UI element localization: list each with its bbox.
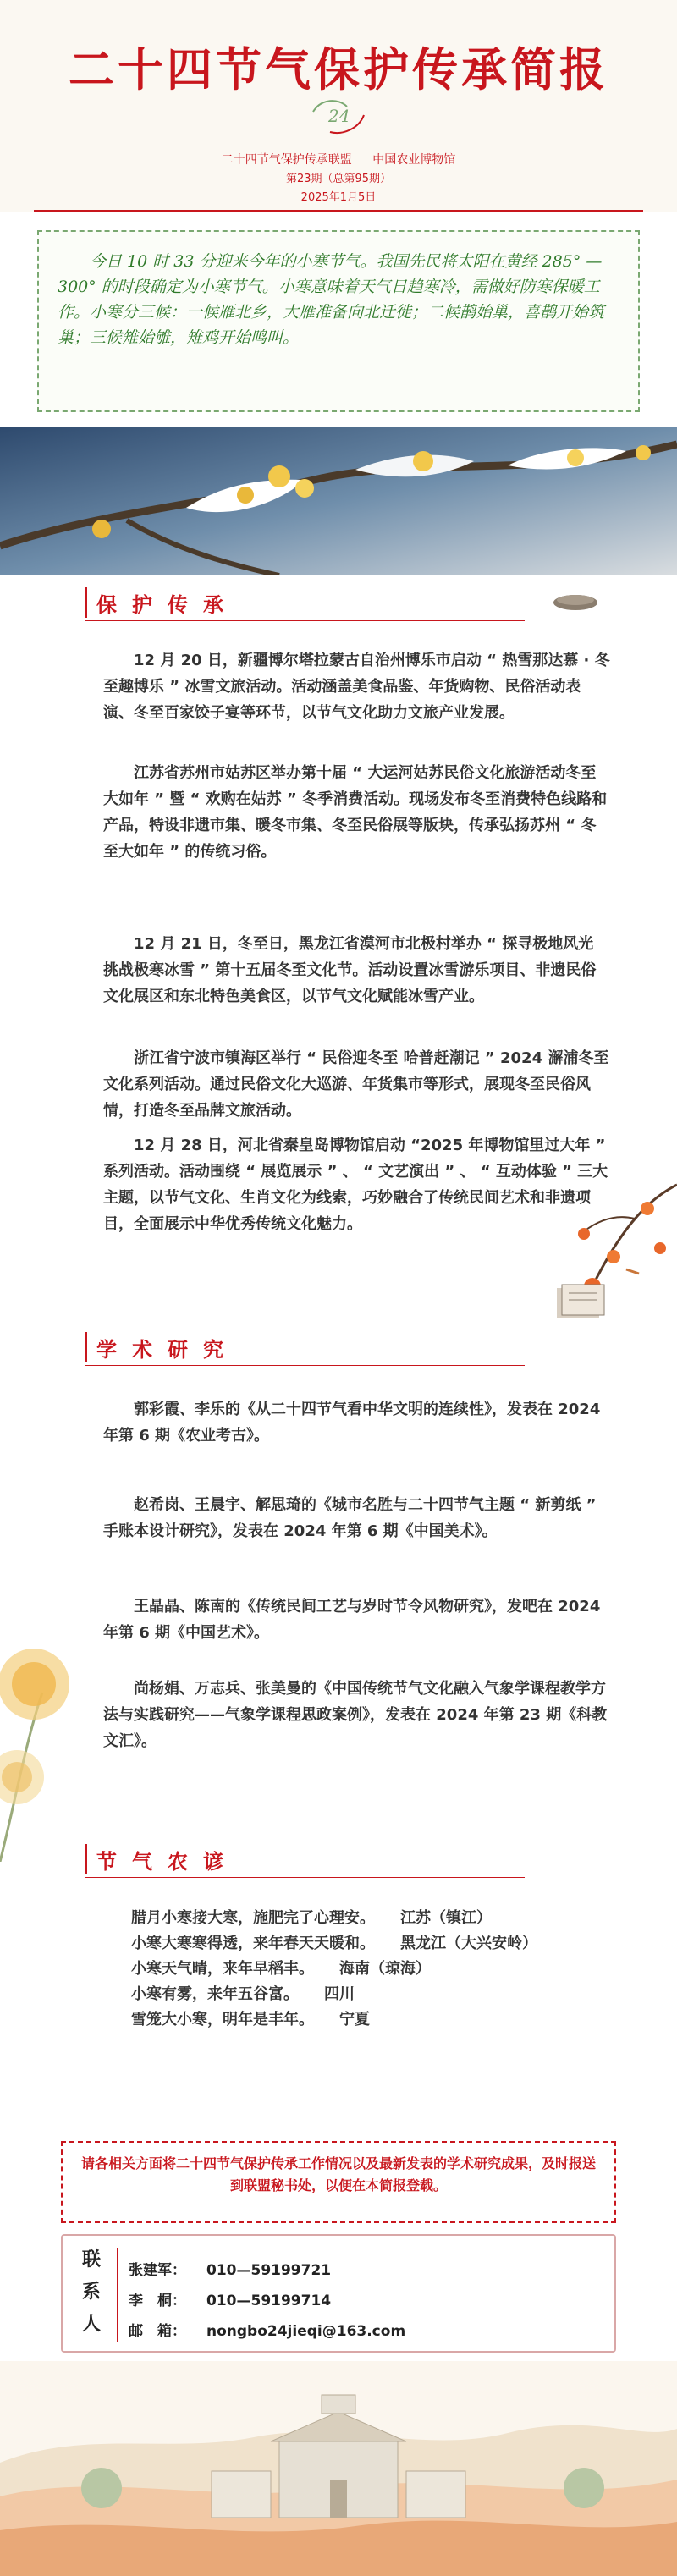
- research-paragraph: 赵希岗、王晨宇、解思琦的《城市名胜与二十四节气主题 “ 新剪纸 ” 手账本设计研究》，发表在 2024 年第 6 期《中国美术》。: [103, 1496, 597, 1540]
- issue-date: 2025年1月5日: [300, 191, 377, 204]
- intro-text: 今日 10 时 33 分迎来今年的小寒节气。我国先民将太阳在黄经 285° —300° 的时段确定为小寒节气。小寒意味着天气日趋寒冷，需做好防寒保暖工作。小寒分三候：一候雁北乡，大雁准备向北迁徙；二候鹊始巢，喜鹊开始筑巢；三候雉始雊，雉鸡开始鸣叫。: [58, 252, 605, 347]
- banner-illustration: [0, 427, 677, 575]
- section-underline: [85, 1365, 525, 1366]
- proverb-item: [89, 1931, 614, 1957]
- proverb-location: 海南（琼海）: [339, 1960, 431, 1978]
- org-alliance: 二十四节气保护传承联盟: [221, 153, 352, 167]
- contact-name: 邮 箱：: [129, 2323, 186, 2340]
- proverb-item: [89, 2007, 614, 2033]
- intro-box: [37, 230, 640, 412]
- contact-email[interactable]: nongbo24jieqi@163.com: [206, 2323, 406, 2340]
- section-bar: [85, 587, 87, 618]
- contact-phone[interactable]: 010—59199721: [206, 2262, 332, 2279]
- section-proverbs-title: 节气农谚: [96, 1849, 239, 1874]
- contact-box: [61, 2234, 616, 2353]
- protect-paragraph: 12 月 28 日，河北省秦皇岛博物馆启动 “2025 年博物馆里过大年 ” 系列活动。活动围绕 “ 展览展示 ” 、 “ 文艺演出 ” 、 “ 互动体验 ” 三大主题，以节气文化、生肖文化为线索，巧妙融合了传统民间艺术和非遗项目，全面展示中华优秀传统文化魅力。: [103, 1137, 608, 1233]
- proverb-text: 小寒大寒寒得透，来年春天天暖和。: [131, 1935, 375, 1952]
- proverb-location: 四川: [324, 1985, 355, 2003]
- inkstone-icon: [550, 589, 601, 613]
- section-protect-header: [85, 584, 559, 621]
- contact-label: 联系人: [81, 2249, 101, 2335]
- section-research-header: [85, 1329, 559, 1366]
- museum-landscape-icon: [0, 2361, 677, 2576]
- proverb-location: 宁夏: [339, 2011, 370, 2028]
- chrysanthemum-icon: [0, 1608, 93, 1862]
- section-underline: [85, 1877, 525, 1878]
- contact-phone[interactable]: 010—59199714: [206, 2293, 332, 2309]
- org-museum: 中国农业博物馆: [372, 153, 456, 167]
- notice-text: 请各相关方面将二十四节气保护传承工作情况以及最新发表的学术研究成果，及时报送到联盟秘书处，以便在本简报登载。: [80, 2155, 596, 2193]
- section-proverbs-header: [85, 1841, 525, 1878]
- section-underline: [85, 620, 525, 621]
- proverb-item: [89, 1982, 614, 2007]
- proverb-location: 江苏（镇江）: [400, 1909, 492, 1927]
- proverb-item: [89, 1906, 614, 1931]
- issue-number: 第23期（总第95期）: [285, 173, 392, 185]
- research-paragraph: 王晶晶、陈南的《传统民间工艺与岁时节令风物研究》，发吧在 2024 年第 6 期《中国艺术》。: [103, 1598, 601, 1642]
- proverb-list: [89, 1906, 614, 2033]
- proverb-item: [89, 1957, 614, 1982]
- book-scroll-icon: [550, 1278, 618, 1329]
- contact-name: 李 桐：: [129, 2293, 186, 2309]
- protect-paragraph: 12 月 20 日，新疆博尔塔拉蒙古自治州博乐市启动 “ 热雪那达慕 · 冬至趣博乐 ” 冰雪文旅活动。活动涵盖美食品鉴、年货购物、民俗活动表演、冬至百家饺子宴等环节，以节气文化助力文旅产业发展。: [103, 652, 610, 722]
- footer-illustration: [0, 2361, 677, 2576]
- proverb-text: 小寒有雾，来年五谷富。: [131, 1985, 299, 2003]
- submission-notice: [61, 2141, 616, 2223]
- section-research-title: 学术研究: [96, 1337, 239, 1362]
- contact-divider: [117, 2248, 118, 2342]
- organizers: [0, 151, 677, 168]
- logo-number: 24: [328, 106, 350, 126]
- proverb-text: 小寒天气晴，来年早稻丰。: [131, 1960, 314, 1978]
- proverb-location: 黑龙江（大兴安岭）: [400, 1935, 537, 1952]
- protect-paragraph: 12 月 21 日，冬至日，黑龙江省漠河市北极村举办 “ 探寻极地风光 挑战极寒冰雪 ” 第十五届冬至文化节。活动设置冰雪游乐项目、非遗民俗文化展区和东北特色美食区，以节气文化赋能冰雪产业。: [103, 935, 597, 1005]
- header: [0, 0, 677, 212]
- protect-paragraph: 浙江省宁波市镇海区举行 “ 民俗迎冬至 哈普赶潮记 ” 2024 澥浦冬至文化系列活动。通过民俗文化大巡游、年货集市等形式，展现冬至民俗风情，打造冬至品牌文旅活动。: [103, 1049, 609, 1120]
- header-divider: [34, 210, 643, 212]
- snow-blossom-banner: [0, 427, 677, 575]
- protect-paragraph: 江苏省苏州市姑苏区举办第十届 “ 大运河姑苏民俗文化旅游活动冬至大如年 ” 暨 “ 欢购在姑苏 ” 冬季消费活动。现场发布冬至消费特色线路和产品，特设非遗市集、暖冬市集、冬至民俗展等版块，传承弘扬苏州 “ 冬至大如年 ” 的传统习俗。: [103, 764, 608, 861]
- contact-name: 张建军：: [129, 2262, 186, 2279]
- solar-terms-24-logo-icon: [305, 95, 372, 137]
- contact-row: [129, 2258, 331, 2279]
- contact-row: [129, 2319, 405, 2340]
- research-paragraph: 尚杨娟、万志兵、张美曼的《中国传统节气文化融入气象学课程教学方法与实践研究——气象学课程思政案例》，发表在 2024 年第 23 期《科教文汇》。: [103, 1680, 608, 1750]
- proverb-text: 腊月小寒接大寒，施肥完了心理安。: [131, 1909, 375, 1927]
- contact-row: [129, 2288, 331, 2309]
- proverb-text: 雪笼大小寒，明年是丰年。: [131, 2011, 314, 2028]
- section-bar: [85, 1844, 87, 1874]
- section-protect-title: 保护传承: [96, 592, 239, 617]
- research-paragraph: 郭彩霞、李乐的《从二十四节气看中华文明的连续性》，发表在 2024 年第 6 期《农业考古》。: [103, 1401, 601, 1445]
- newsletter-title: 二十四节气保护传承简报: [69, 42, 608, 96]
- section-bar: [85, 1332, 87, 1362]
